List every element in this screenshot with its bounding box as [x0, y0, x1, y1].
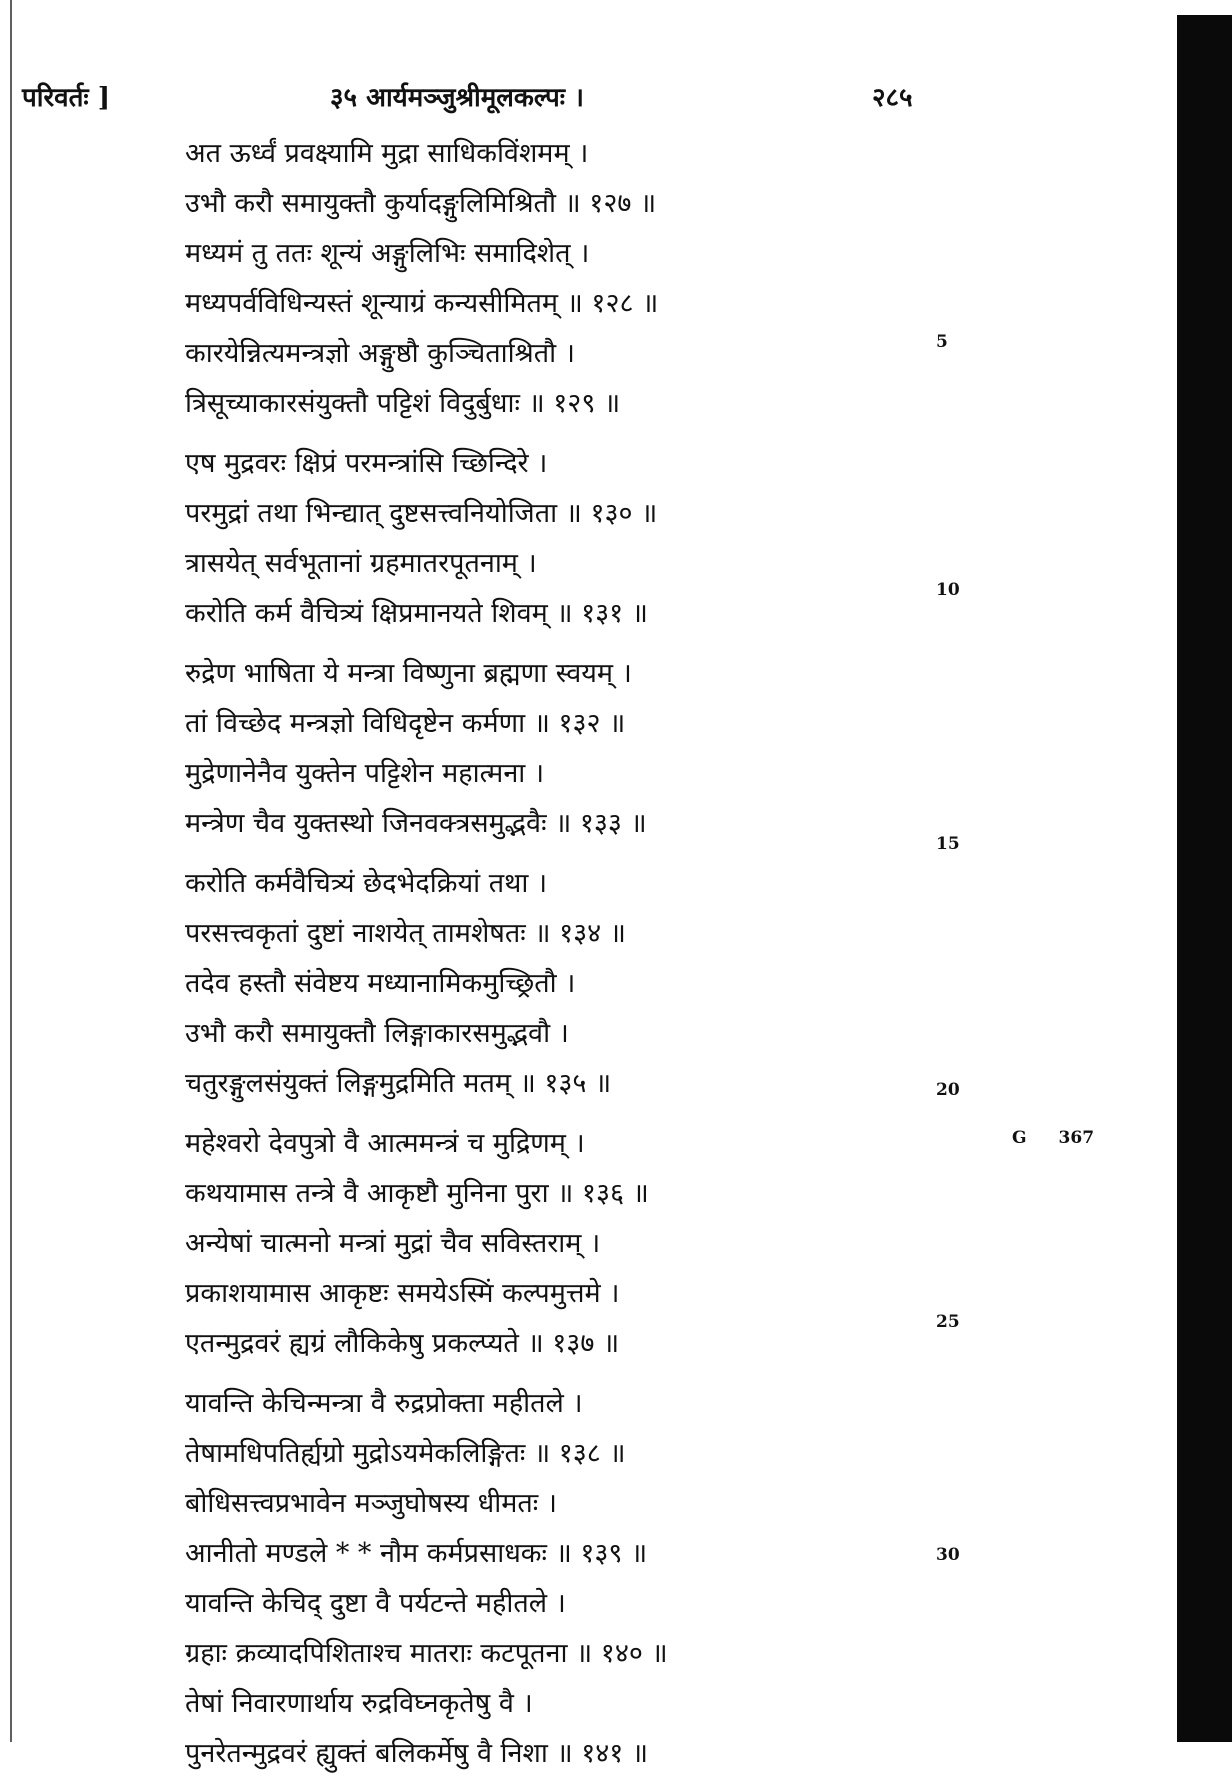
verse-line: त्रिसूच्याकारसंयुक्तौ पट्टिशं विदुर्बुधाः ॥ १२९ ॥	[185, 388, 621, 419]
verse-line: परसत्त्वकृतां दुष्टां नाशयेत् तामशेषतः ॥ १३४ ॥	[185, 918, 626, 949]
running-header-title: ३५ आर्यमञ्जुश्रीमूलकल्पः ।	[330, 83, 584, 113]
scan-edge-bar	[1177, 15, 1232, 1742]
verse-line: करोति कर्म वैचित्र्यं क्षिप्रमानयते शिवम् ॥ १३१ ॥	[185, 598, 648, 629]
verse-line: परमुद्रां तथा भिन्द्यात् दुष्टसत्त्वनियोजिता ॥ १३० ॥	[185, 498, 658, 529]
line-number-30: 30	[936, 1545, 960, 1565]
verse-line: कारयेन्नित्यमन्त्रज्ञो अङ्गुष्ठौ कुञ्चिताश्रितौ ।	[185, 338, 575, 369]
verse-line: पुनरेतन्मुद्रवरं ह्युक्तं बलिकर्मेषु वै निशा ॥ १४१ ॥	[185, 1738, 649, 1769]
verse-line: करोति कर्मवैचित्र्यं छेदभेदक्रियां तथा ।	[185, 868, 548, 899]
line-number-25: 25	[936, 1312, 960, 1332]
verse-line: रुद्रेण भाषिता ये मन्त्रा विष्णुना ब्रह्मणा स्वयम् ।	[185, 658, 632, 689]
running-header-section: परिवर्तः ]	[22, 83, 111, 113]
verse-line: बोधिसत्त्वप्रभावेन मञ्जुघोषस्य धीमतः ।	[185, 1488, 557, 1519]
verse-line: तदेव हस्तौ संवेष्टय मध्यानामिकमुच्छ्रितौ ।	[185, 968, 576, 999]
verse-line: अन्येषां चात्मनो मन्त्रां मुद्रां चैव सविस्तराम् ।	[185, 1228, 601, 1259]
verse-line: त्रासयेत् सर्वभूतानां ग्रहमातरपूतनाम् ।	[185, 548, 537, 579]
verse-line: मध्यमं तु ततः शून्यं अङ्गुलिभिः समादिशेत् ।	[185, 238, 590, 269]
verse-line: उभौ करौ समायुक्तौ कुर्यादङ्गुलिमिश्रितौ ॥ १२७ ॥	[185, 188, 657, 219]
line-number-15: 15	[936, 834, 960, 854]
verse-line: एतन्मुद्रवरं ह्यग्रं लौकिकेषु प्रकल्प्यते ॥ १३७ ॥	[185, 1328, 620, 1359]
verse-line: यावन्ति केचिन्मन्त्रा वै रुद्रप्रोक्ता महीतले ।	[185, 1388, 583, 1419]
left-margin-rule	[10, 0, 12, 1742]
page-number: २८५	[872, 83, 913, 113]
verse-line: महेश्वरो देवपुत्रो वै आत्ममन्त्रं च मुद्रिणम् ।	[185, 1128, 585, 1159]
verse-line: अत ऊर्ध्वं प्रवक्ष्यामि मुद्रा साधिकविंशमम् ।	[185, 138, 589, 169]
line-number-20: 20	[936, 1080, 960, 1100]
verse-line: ग्रहाः क्रव्यादपिशिताश्च मातराः कटपूतना ॥ १४० ॥	[185, 1638, 668, 1669]
verse-block	[185, 138, 925, 1788]
source-page-reference	[1012, 1128, 1126, 1148]
verse-line: तेषां निवारणार्थाय रुद्रविघ्नकृतेषु वै ।	[185, 1688, 533, 1719]
verse-line: चतुरङ्गुलसंयुक्तं लिङ्गमुद्रमिति मतम् ॥ १३५ ॥	[185, 1068, 612, 1099]
verse-line: प्रकाशयामास आकृष्टः समयेऽस्मिं कल्पमुत्तमे ।	[185, 1278, 620, 1309]
verse-line: तां विच्छेद मन्त्रज्ञो विधिदृष्टेन कर्मणा ॥ १३२ ॥	[185, 708, 626, 739]
reference-page: 367	[1058, 1128, 1095, 1148]
verse-line: एष मुद्रवरः क्षिप्रं परमन्त्रांसि च्छिन्दिरे ।	[185, 448, 548, 479]
line-number-5: 5	[936, 332, 948, 352]
verse-line: मुद्रेणानेनैव युक्तेन पट्टिशेन महात्मना ।	[185, 758, 545, 789]
verse-line: आनीतो मण्डले * * नौम कर्मप्रसाधकः ॥ १३९ ॥	[185, 1538, 648, 1569]
verse-line: यावन्ति केचिद् दुष्टा वै पर्यटन्ते महीतले ।	[185, 1588, 566, 1619]
verse-line: मध्यपर्वविधिन्यस्तं शून्याग्रं कन्यसीमितम् ॥ १२८ ॥	[185, 288, 659, 319]
line-number-10: 10	[936, 580, 960, 600]
verse-line: कथयामास तन्त्रे वै आकृष्टौ मुनिना पुरा ॥ १३६ ॥	[185, 1178, 649, 1209]
verse-line: मन्त्रेण चैव युक्तस्थो जिनवक्त्रसमुद्भवैः ॥ १३३ ॥	[185, 808, 647, 839]
reference-label: G	[1012, 1128, 1027, 1148]
verse-line: तेषामधिपतिर्ह्यग्रो मुद्रोऽयमेकलिङ्गितः ॥ १३८ ॥	[185, 1438, 626, 1469]
verse-line: उभौ करौ समायुक्तौ लिङ्गाकारसमुद्भवौ ।	[185, 1018, 569, 1049]
